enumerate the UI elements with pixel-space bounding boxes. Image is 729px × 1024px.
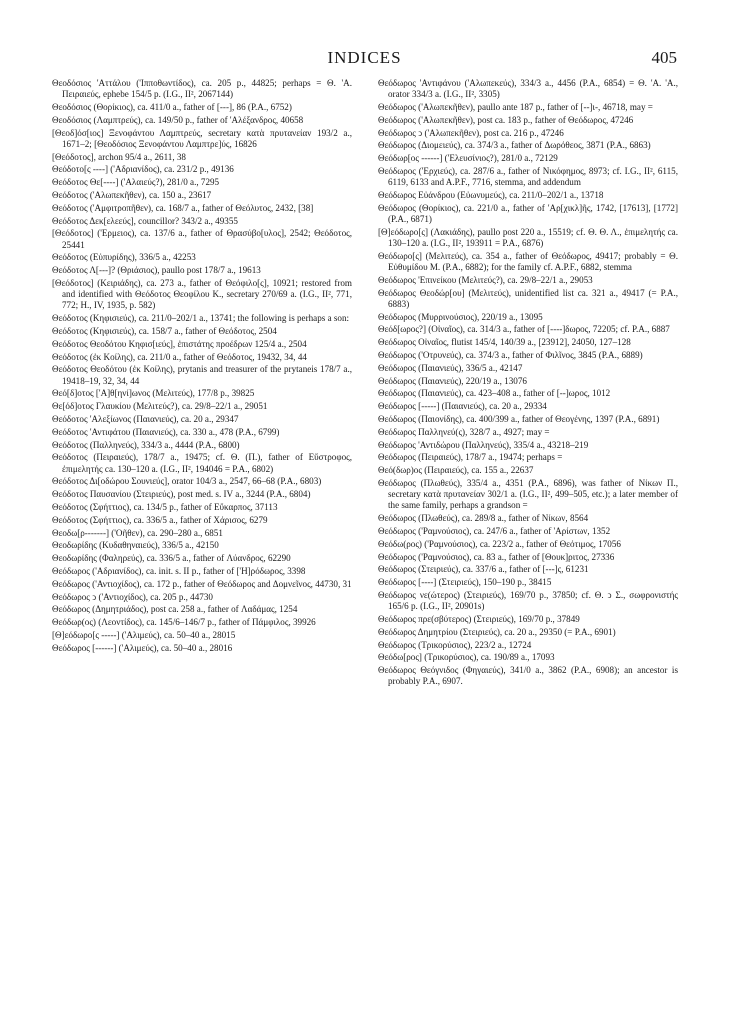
index-entry: Θεόδοτος 'Αντιφάτου (Παιανιεύς), ca. 330 a., 478 (P.A., 6799) <box>52 426 280 437</box>
index-entry: Θεόδωρος (Μυρρινούσιος), 220/19 a., 13095 <box>378 311 543 322</box>
index-entry: Θεόδωρος (Παιανιεύς), ca. 423–408 a., father of [--]ωρος, 1012 <box>378 388 611 399</box>
index-entry: Θεόδοτος Θεοδότου (ἐκ Κοίλης), prytanis and treasurer of the prytaneis 178/7 a., 19418–19, 32, 34, 44 <box>52 364 352 386</box>
index-entry: Θεόδωρος (Τρικορύσιος), 223/2 a., 12724 <box>378 639 532 650</box>
index-entry: Θεόδοτος Παυσανίου (Στειριεύς), post med. s. IV a., 3244 (P.A., 6804) <box>52 489 311 500</box>
index-entry: Θεόδοτος (ἐκ Κοίλης), ca. 211/0 a., father of Θεόδοτος, 19432, 34, 44 <box>52 351 307 362</box>
index-entry: Θεόδωρος ('Ραμνούσιος), ca. 83 a., father of [Θουκ]ριτος, 27336 <box>378 551 615 562</box>
index-entry: [Θεόδοτος], archon 95/4 a., 2611, 38 <box>52 151 186 162</box>
page-number: 405 <box>651 48 677 67</box>
index-entry: Θεόδωρος ('Ερχιεύς), ca. 287/6 a., father of Νικόφημος, 8973; cf. I.G., II², 6115, 6119, 6133 and A.P.F., 7716, stemma, and addendum <box>378 165 678 188</box>
index-entry: Θεόδωρος ↄ ('Αλωπεκῆθεν), post ca. 216 p., 47246 <box>378 127 564 138</box>
index-entry: Θεόδωρος νε(ώτερος) (Στειριεύς), 169/70 p., 37850; cf. Θ. ↄ Σ., σωφρονιστής 165/6 p. (I.G., II², 20901s) <box>378 589 678 612</box>
index-entry: Θεόδωρος (Πλωθεύς), 335/4 a., 4351 (P.A., 6896), was father of Νίκων Π., secretary κατὰ πρυτανείαν 302/1 a. (I.G., II², 499–505, etc.); a later member of the same family, perhaps a grandson = <box>378 477 678 511</box>
index-entry: Θεόδοτο[ς ----] ('Αδριανίδος), ca. 231/2 p., 49136 <box>52 164 234 175</box>
index-entry: Θεόδωρος ('Ραμνούσιος), ca. 247/6 a., father of 'Αρίστων, 1352 <box>378 525 611 536</box>
index-entry: Θεόδοτος (Σφήττιος), ca. 336/5 a., father of Χάρισος, 6279 <box>52 514 268 525</box>
index-entry: Θεοδω[ρ-------] ('Οῆθεν), ca. 290–280 a., 6851 <box>52 527 223 538</box>
index-entry: Θεόδοτος Θε[----] ('Αλαιεύς?), 281/0 a., 7295 <box>52 177 220 188</box>
index-entry: Θεόδω[ρος] (Τρικορύσιος), ca. 190/89 a., 17093 <box>378 652 555 663</box>
index-entry: Θεόδοτος Δεκ[ελεεύς], councillor? 343/2 a., 49355 <box>52 215 238 226</box>
index-entry: Θεοδωρίδης (Φαληρεύς), ca. 336/5 a., father of Λύανδρος, 62290 <box>52 553 291 564</box>
index-entry: Θεόδωρος 'Επινείκου (Μελιτεύς?), ca. 29/8–22/1 a., 29053 <box>378 274 593 285</box>
index-entry: Θεό(δωρ)ος (Πειραιεύς), ca. 155 a., 22637 <box>378 465 534 476</box>
index-entry: Θεόδωρος Παλληνεύ(ς), 328/7 a., 4927; may = <box>378 426 550 437</box>
index-entry: Θεόδωρ(ος) (Λεοντίδος), ca. 145/6–146/7 p., father of Πάμφιλος, 39926 <box>52 617 316 628</box>
index-entry: Θεόδωρος [-----] (Παιανιεύς), ca. 20 a., 29334 <box>378 401 547 412</box>
index-entry: Θεόδωρος Εὐάνδρου (Εὐωνυμεύς), ca. 211/0–202/1 a., 13718 <box>378 189 604 200</box>
index-entry: Θεόδωρος (Στειριεύς), ca. 337/6 a., father of [---]ς, 61231 <box>378 564 589 575</box>
index-entry: Θεοδόσιος (Λαμπτρεύς), ca. 149/50 p., father of 'Αλέξανδρος, 40658 <box>52 114 304 125</box>
running-head: INDICES <box>327 48 402 67</box>
index-entry: Θεόδοτος (Κηφισιεύς), ca. 158/7 a., father of Θεόδοτος, 2504 <box>52 325 277 336</box>
index-entry: Θεόδωρος ↄ ('Αντιοχίδος), ca. 205 p., 44730 <box>52 591 213 602</box>
index-entry: Θεό[δ]οτος ['Α]θ[ηνί]ωνος (Μελιτεύς), 177/8 p., 39825 <box>52 388 255 399</box>
index-entry: Θεόδοτος Λ[---]? (Θριάσιος), paullo post 178/7 a., 19613 <box>52 265 261 276</box>
index-entry: Θεόδωρος 'Αντιφάνου ('Αλωπεκεύς), 334/3 a., 4456 (P.A., 6854) = Θ. 'Α. 'Α., orator 334/3 a. (I.G., II², 3305) <box>378 78 678 100</box>
index-entry: Θεόδωρος (Παιονίδης), ca. 400/399 a., father of Θεογένης, 1397 (P.A., 6891) <box>378 413 660 424</box>
index-entry: Θεόδωρος 'Αντιδώρου (Παλληνεύς), 335/4 a., 43218–219 <box>378 439 589 450</box>
index-entry: Θεοδόσιος 'Αττάλου ('Ιπποθωντίδος), ca. 205 p., 44825; perhaps = Θ. 'Α. Πειραιεύς, ephebe 154/5 p. (I.G., II², 2067144) <box>52 78 352 100</box>
index-entry: Θεόδωρος [----] (Στειριεύς), 150–190 p., 38415 <box>378 577 552 588</box>
index-entry: Θεόδωρος Θεόγνιδος (Φηγαιεύς), 341/0 a., 3862 (P.A., 6908); an ancestor is probably P.A., 6907. <box>378 665 678 687</box>
index-entry: Θεόδωρος (Παιανιεύς), 336/5 a., 42147 <box>378 362 523 373</box>
left-column <box>52 78 352 689</box>
index-entry: Θεόδωρος ('Αλωπεκῆθεν), paullo ante 187 p., father of [--]ι-, 46718, may = <box>378 102 653 112</box>
index-entry: Θεοδόσιος (Θορίκιος), ca. 411/0 a., father of [---], 86 (P.A., 6752) <box>52 102 292 112</box>
index-entry: Θεόδωρος (Πλωθεύς), ca. 289/8 a., father of Νίκων, 8564 <box>378 513 589 524</box>
index-entry: [Θ]εόδωρο[ς] (Λακιάδης), paullo post 220 a., 15519; cf. Θ. Θ. Λ., ἐπιμελητής ca. 130–120 a. (I.G., II², 193911 = P.A., 6876) <box>378 226 678 248</box>
index-entry: Θεόδωρος ('Οτρυνεύς), ca. 374/3 a., father of Φιλῖνος, 3845 (P.A., 6889) <box>378 349 643 360</box>
index-columns <box>52 78 678 689</box>
index-entry: [Θεόδοτος] ('Ερμειος), ca. 137/6 a., father of Θρασύβο[υλος], 2542; Θεόδοτος, 25441 <box>52 228 352 250</box>
index-entry: Θεόδωρος ('Αδριανίδος), ca. init. s. II p., father of ['Η]ρόδωρος, 3398 <box>52 565 306 576</box>
index-entry: Θεόδοτος 'Αλεξίωνος (Παιανιεύς), ca. 20 a., 29347 <box>52 413 239 424</box>
index-entry: [Θεοδ]όσ[ιος] Ξενοφάντου Λαμπτρεύς, secretary κατὰ πρυτανείαν 193/2 a., 1671–2; [Θεοδόσιος Ξενοφάντου Λαμπτρε]ύς, 16826 <box>52 127 352 149</box>
index-entry: Θεόδωρος Οἰναῖος, flutist 145/4, 140/39 a., [23912], 24050, 127–128 <box>378 337 631 348</box>
index-entry: Θεόδωρος Θεοδώρ[ου] (Μελιτεύς), unidentified list ca. 321 a., 49417 (= P.A., 6883) <box>378 287 678 309</box>
index-entry: Θεόδωρος ('Αλωπεκῆθεν), post ca. 183 p., father of Θεόδωρος, 47246 <box>378 114 634 125</box>
index-entry: Θεόδωρος (Διομειεύς), ca. 374/3 a., father of Δωρόθεος, 3871 (P.A., 6863) <box>378 140 651 151</box>
index-entry: Θεόδωρος (Δημητριάδος), post ca. 258 a., father of Λαδάμας, 1254 <box>52 604 298 615</box>
index-entry: Θεόδωρο[ς] (Μελιτεύς), ca. 354 a., father of Θεόδωρος, 49417; probably = Θ. Εὐθυμίδου Μ. (P.A., 6882); for the family cf. A.P.F., 6882, stemma <box>378 250 678 272</box>
index-entry: Θεόδωρος πρε(σβύτερος) (Στειριεύς), 169/70 p., 37849 <box>378 613 580 624</box>
index-entry: Θεόδωρος Δημητρίου (Στειριεύς), ca. 20 a., 29350 (= P.A., 6901) <box>378 626 616 637</box>
index-entry: Θεόδοτος Δι[οδώρου Σουνιεύς], orator 104/3 a., 2547, 66–68 (P.A., 6803) <box>52 476 322 487</box>
right-column <box>378 78 678 689</box>
page-header <box>0 44 729 74</box>
index-entry: Θεόδ[ωρος?] (Οἰναῖος), ca. 314/3 a., father of [----]δωρος, 72205; cf. P.A., 6887 <box>378 324 670 335</box>
index-entry: Θεόδοτος (Σφήττιος), ca. 134/5 p., father of Εὔκαρπος, 37113 <box>52 501 278 512</box>
index-entry: Θεοδωρίδης (Κυδαθηναιεύς), 336/5 a., 42150 <box>52 540 219 551</box>
index-entry: Θεόδοτος ('Αμφιτροπῆθεν), ca. 168/7 a., father of Θεόλυτος, 2432, [38] <box>52 202 314 213</box>
index-entry: Θε[όδ]οτος Γλαυκίου (Μελιτεύς?), ca. 29/8–22/1 a., 29051 <box>52 401 268 412</box>
index-entry: Θεόδωρος ('Αντιοχίδος), ca. 172 p., father of Θεόδωρος and Δομνεῖνος, 44730, 31 <box>52 578 352 589</box>
index-entry: Θεόδοτος (Πειραιεύς), 178/7 a., 19475; cf. Θ. (Π.), father of Εὔστροφος, ἐπιμελητής ca. 130–120 a. (I.G., II², 194046 = P.A., 6802) <box>52 452 352 474</box>
index-entry: Θεόδωρ[ος ------] ('Ελευσίνιος?), 281/0 a., 72129 <box>378 153 558 164</box>
index-entry: Θεόδοτος (Κηφισιεύς), ca. 211/0–202/1 a., 13741; the following is perhaps a son: <box>52 313 350 324</box>
index-entry: Θεόδωρος (Πειραιεύς), 178/7 a., 19474; perhaps = <box>378 452 563 463</box>
index-entry: [Θεόδοτος] (Κειριάδης), ca. 273 a., father of Θεόφιλο[ς], 10921; restored from and identified with Θεόδοτος Θεοφίλου Κ., secretary 270/69 a. (I.G., II², 771, 772; H., IV, 1935, p. 582) <box>52 277 352 311</box>
index-entry: Θεόδωρος (Παιανιεύς), 220/19 a., 13076 <box>378 375 527 386</box>
index-entry: Θεόδωρος (Θορίκιος), ca. 221/0 a., father of 'Αρ[χικλ]ῆς, 1742, [17613], [1772] (P.A., 6871) <box>378 202 678 224</box>
index-entry: Θεόδοτος (Παλληνεύς), 334/3 a., 4444 (P.A., 6800) <box>52 439 240 450</box>
index-entry: Θεόδοτος Θεοδότου Κηφισ[ιεύς], ἐπιστάτης προέδρων 125/4 a., 2504 <box>52 338 307 349</box>
index-entry: Θεόδωρος [------] ('Αλιμεύς), ca. 50–40 a., 28016 <box>52 642 233 653</box>
index-entry: Θεόδοτος (Εὐπυρίδης), 336/5 a., 42253 <box>52 252 196 263</box>
index-entry: [Θ]εόδωρο[ς -----] ('Αλιμεύς), ca. 50–40 a., 28015 <box>52 629 236 640</box>
index-entry: Θεόδω(ρος) ('Ραμνούσιος), ca. 223/2 a., father of Θεότιμος, 17056 <box>378 538 621 549</box>
index-entry: Θεόδοτος ('Αλωπεκῆθεν), ca. 150 a., 23617 <box>52 189 212 200</box>
